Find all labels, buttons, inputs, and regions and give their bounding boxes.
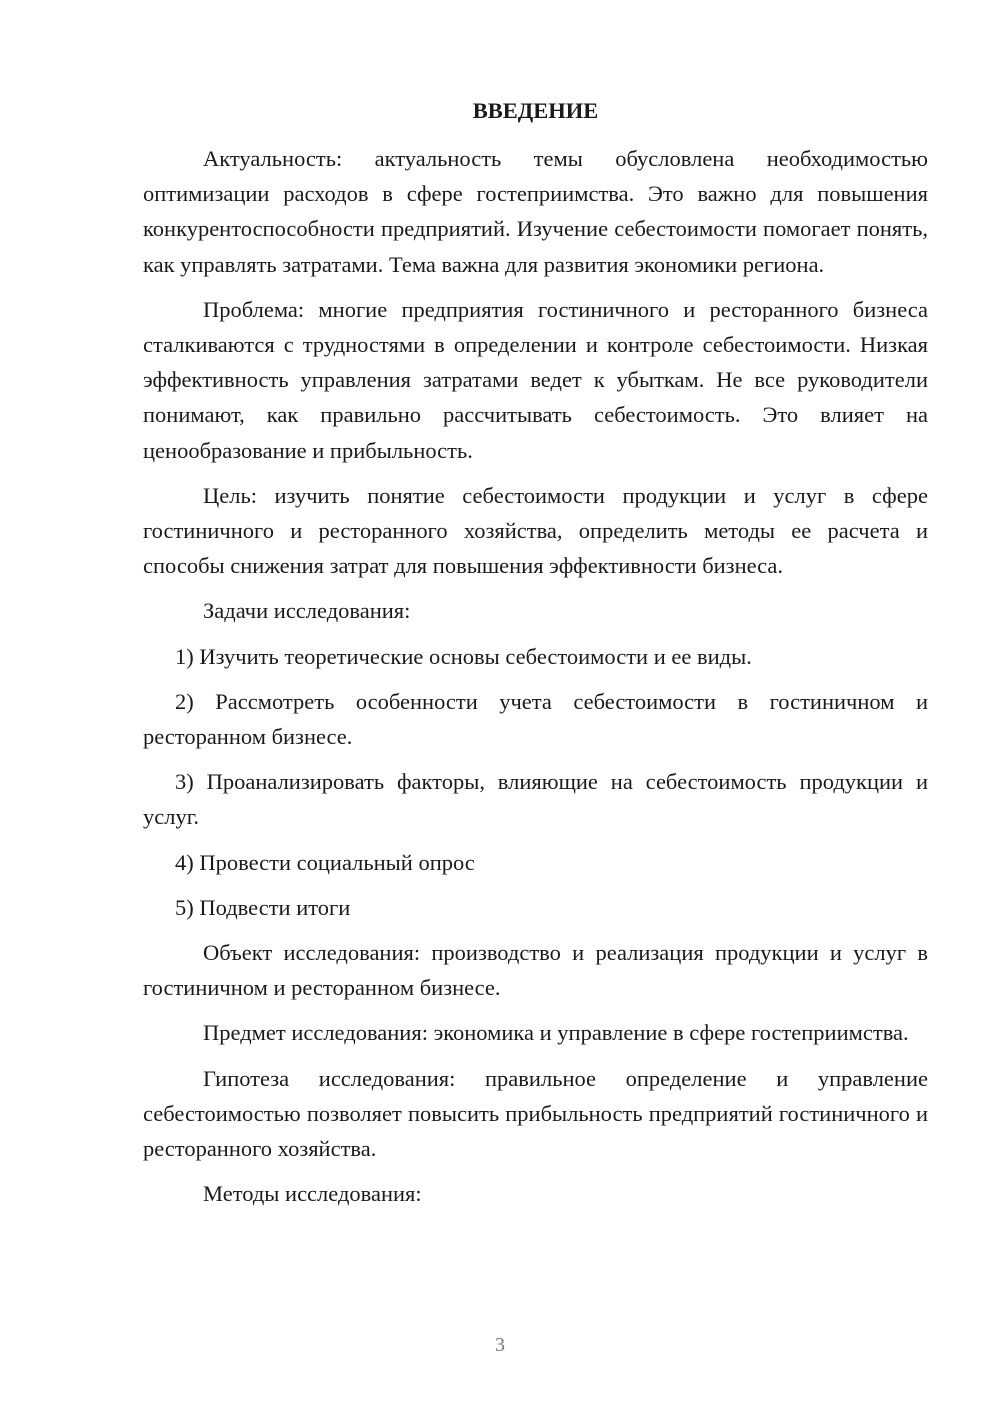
paragraph-relevance: Актуальность: актуальность темы обусловлена необходимостью оптимизации расходов в сфере гостеприимства. Это важно для повышения конкурентоспособности предприятий. Изучение себестоимости помогает понять, как управлять затратами. Тема важна для развития экономики региона. <box>143 146 928 277</box>
list-item-task-5: 5) Подвести итоги <box>175 894 351 920</box>
list-item-task-3: 3) Проанализировать факторы, влияющие на себестоимость продукции и услуг. <box>143 769 928 830</box>
list-item-task-4: 4) Провести социальный опрос <box>175 849 475 875</box>
paragraph-object: Объект исследования: производство и реализация продукции и услуг в гостиничном и ресторанном бизнесе. <box>143 940 928 1001</box>
page-number: 3 <box>495 1334 505 1356</box>
paragraph-goal: Цель: изучить понятие себестоимости продукции и услуг в сфере гостиничного и ресторанного хозяйства, определить методы ее расчета и способы снижения затрат для повышения эффективности бизнеса. <box>143 482 928 579</box>
list-item-task-1: 1) Изучить теоретические основы себестоимости и ее виды. <box>175 643 752 669</box>
list-item-task-2: 2) Рассмотреть особенности учета себестоимости в гостиничном и ресторанном бизнесе. <box>143 688 928 750</box>
paragraph-methods: Методы исследования: <box>203 1181 422 1207</box>
document-body <box>143 141 928 1211</box>
paragraph-hypothesis: Гипотеза исследования: правильное определение и управление себестоимостью позволяет повысить прибыльность предприятий гостиничного и ресторанного хозяйства. <box>143 1065 928 1162</box>
paragraph-tasks-heading: Задачи исследования: <box>203 598 411 624</box>
paragraph-subject: Предмет исследования: экономика и управление в сфере гостеприимства. <box>203 1020 909 1046</box>
paragraph-problem: Проблема: многие предприятия гостиничного и ресторанного бизнеса сталкиваются с трудностями в определении и контроле себестоимости. Низкая эффективность управления затратами ведет к убыткам. Не все руководители понимают, как правильно рассчитывать себестоимость. Это влияет на ценообразование и прибыльность. <box>143 296 928 463</box>
page-title: ВВЕДЕНИЕ <box>472 98 599 123</box>
